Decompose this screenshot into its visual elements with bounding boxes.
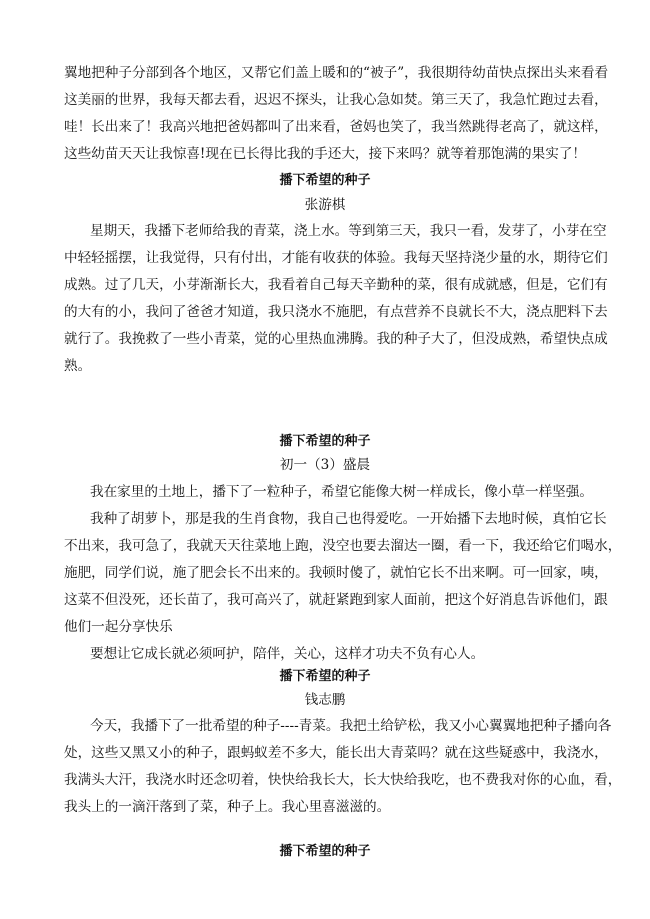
essay-title: 播下希望的种子: [279, 173, 371, 188]
paragraph-line: 成熟。过了几天，小芽渐渐长大，我看着自己每天辛勤种的菜，很有成就感，但是，它们有: [64, 277, 608, 293]
paragraph-line: 处，这些又黑又小的种子，跟蚂蚁差不多大，能长出大青菜吗？就在这些疑惑中，我浇水，: [64, 745, 608, 761]
paragraph-line: 施肥，同学们说，施了肥会长不出来的。我顿时傻了，就怕它长不出来啊。可一回家，咦，: [64, 565, 608, 581]
paragraph-line: 我满头大汗，我浇水时还念叨着，快快给我长大，长大快给我吃，也不费我对你的心血，看，: [64, 772, 622, 788]
essay-title: 播下希望的种子: [279, 669, 371, 684]
essay-title: 播下希望的种子: [279, 434, 371, 449]
paragraph-line: 这些幼苗天天让我惊喜!现在已长得比我的手还大，接下来吗？就等着那饱满的果实了！: [64, 146, 587, 162]
paragraph-line: 翼地把种子分部到各个地区，又帮它们盖上暖和的“被子”，我很期待幼苗快点探出头来看看: [64, 65, 609, 81]
essay-title: 播下希望的种子: [279, 844, 371, 859]
paragraph-line: 熟。: [64, 358, 92, 374]
paragraph-line: 我种了胡萝卜，那是我的生肖食物，我自己也得爱吃。一开始播下去地时候，真怕它长: [90, 511, 607, 527]
paragraph-line: 这菜不但没死，还长苗了，我可高兴了，就赶紧跑到家人面前，把这个好消息告诉他们，跟: [64, 592, 608, 608]
paragraph-line: 今天，我播下了一批希望的种子----青菜。我把土给铲松，我又小心翼翼地把种子播向各: [90, 718, 612, 734]
paragraph-line: 的大有的小，我问了爸爸才知道，我只浇水不施肥，有点营养不良就长不大，浇点肥料下去: [64, 304, 608, 320]
paragraph-line: 我头上的一滴汗落到了菜，种子上。我心里喜滋滋的。: [64, 799, 391, 815]
paragraph-line: 就行了。我挽救了一些小青菜，觉的心里热血沸腾。我的种子大了，但没成熟，希望快点成: [64, 331, 608, 347]
paragraph-line: 要想让它成长就必须呵护，陪伴，关心，这样才功夫不负有心人。: [90, 646, 485, 662]
paragraph-line: 他们一起分享快乐: [64, 619, 173, 635]
paragraph-line: 这美丽的世界，我每天都去看，迟迟不探头，让我心急如焚。第三天了，我急忙跑过去看，: [64, 92, 608, 108]
paragraph-line: 不出来，我可急了，我就天天往菜地上跑，没空也要去溜达一圈，看一下，我还给它们喝水，: [64, 538, 622, 554]
paragraph-line: 哇！长出来了！我高兴地把爸妈都叫了出来看，爸妈也笑了，我当然跳得老高了，就这样，: [64, 119, 608, 135]
essay-author: 初一（3）盛晨: [279, 457, 371, 473]
paragraph-line: 我在家里的土地上，播下了一粒种子，希望它能像大树一样成长，像小草一样坚强。: [90, 484, 593, 500]
essay-author: 钱志鹏: [304, 692, 346, 708]
essay-author: 张游棋: [304, 197, 346, 213]
paragraph-line: 中轻轻摇摆，让我觉得，只有付出，才能有收获的体验。我每天坚持浇少量的水，期待它们: [64, 250, 608, 266]
paragraph-line: 星期天，我播下老师给我的青菜，浇上水。等到第三天，我只一看，发芽了，小芽在空: [90, 223, 607, 239]
